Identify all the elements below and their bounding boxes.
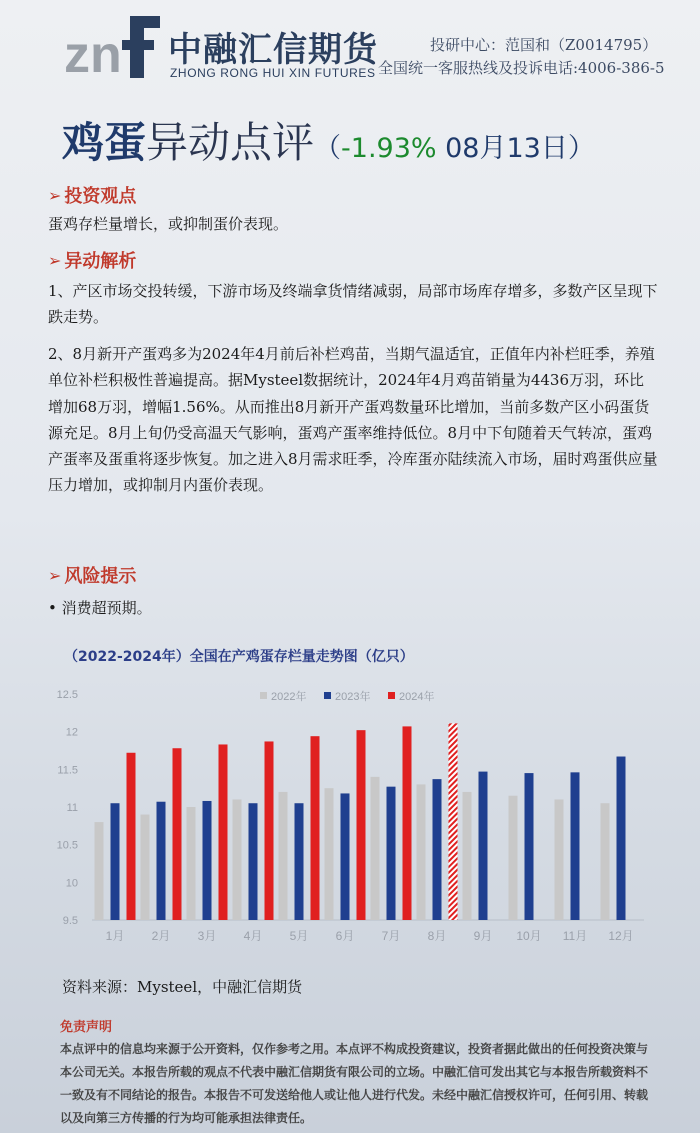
report-title <box>62 110 595 170</box>
x-tick-label: 3月 <box>197 929 217 943</box>
y-tick-label: 12.5 <box>56 689 78 701</box>
legend-swatch <box>260 692 267 699</box>
chevron-right-icon: ➢ <box>48 565 62 585</box>
y-tick-label: 10 <box>65 877 78 890</box>
section-heading-risk <box>48 562 136 588</box>
bar <box>127 753 136 920</box>
section-heading-view <box>48 182 136 208</box>
bar <box>479 772 488 920</box>
chart-title: （2022-2024年）全国在产鸡蛋存栏量走势图（亿只） <box>64 649 414 665</box>
title-change: -1.93% <box>341 133 437 164</box>
x-tick-label: 5月 <box>289 929 309 943</box>
legend-label: 2022年 <box>271 691 307 703</box>
bar <box>403 726 412 920</box>
x-tick-label: 12月 <box>608 929 634 943</box>
view-heading-text: 投资观点 <box>64 186 137 207</box>
x-tick-label: 6月 <box>335 929 355 943</box>
bar <box>341 793 350 920</box>
x-tick-label: 1月 <box>105 929 125 943</box>
legend-swatch <box>388 692 395 699</box>
hotline-contact: 全国统一客服热线及投诉电话:4006-386-5 <box>378 59 665 77</box>
bar <box>157 802 166 920</box>
bar <box>525 773 534 920</box>
title-product: 鸡蛋 <box>62 118 147 167</box>
y-tick-label: 11 <box>66 802 78 814</box>
bar <box>295 803 304 920</box>
analysis-paragraph-2: 2、8月新开产蛋鸡多为2024年4月前后补栏鸡苗，当期气温适宜，正值年内补栏旺季，养殖单位补栏积极性普遍提高。据Mysteel数据统计，2024年4月鸡苗销量为4436万羽，环比增加68万羽，增幅1.56%。从而推出8月新开产蛋鸡数量环比增加，当前多数产区小码蛋货源充足。8月上旬仍受高温天气影响，蛋鸡产蛋率维持低位。8月中下旬随着天气转凉，蛋鸡产蛋率及蛋重将逐步恢复。加之进入8月需求旺季，冷库蛋亦陆续流入市场，届时鸡蛋供应量压力增加，或抑制月内蛋价表现。 <box>48 345 658 495</box>
bar <box>433 779 442 920</box>
title-subject: 异动点评 <box>146 118 315 167</box>
x-tick-label: 9月 <box>473 929 493 943</box>
bar <box>555 799 564 920</box>
risk-item-text: 消费超预期。 <box>61 599 152 617</box>
company-logo-icon <box>62 10 162 80</box>
bar <box>571 772 580 920</box>
egg-inventory-chart <box>50 676 650 956</box>
legend-label: 2023年 <box>335 691 371 703</box>
legend-swatch <box>324 692 331 699</box>
bar <box>173 748 182 920</box>
title-paren-open: （ <box>314 133 342 164</box>
view-text: 蛋鸡存栏量增长，或抑制蛋价表现。 <box>48 215 289 233</box>
bar <box>617 757 626 920</box>
chevron-right-icon: ➢ <box>48 185 62 205</box>
bar <box>311 736 320 920</box>
x-tick-label: 4月 <box>243 929 263 943</box>
logo-english-name: ZHONG RONG HUI XIN FUTURES <box>170 66 376 80</box>
x-tick-label: 10月 <box>516 929 542 943</box>
analysis-paragraph-1: 1、产区市场交投转缓，下游市场及终端拿货情绪减弱，局部市场库存增多，多数产区呈现下跌走势。 <box>48 282 658 326</box>
bar <box>463 792 472 920</box>
disclaimer-body: 本点评中的信息均来源于公开资料，仅作参考之用。本点评不构成投资建议，投资者据此做出的任何投资决策与本公司无关。本报告所载的观点不代表中融汇信期货有限公司的立场。中融汇信可发出其它与本报告所载资料不一致及有不同结论的报告。本报告不可发送给他人或让他人进行代发。未经中融汇信授权许可，任何引用、转载以及向第三方传播的行为均可能承担法律责任。 <box>60 1042 649 1125</box>
bar <box>279 792 288 920</box>
y-tick-label: 12 <box>65 726 78 739</box>
x-tick-label: 7月 <box>381 929 401 943</box>
bar <box>449 723 458 920</box>
bar <box>233 799 242 920</box>
chevron-right-icon: ➢ <box>48 250 62 270</box>
bar <box>509 796 518 920</box>
data-source: 资料来源：Mysteel，中融汇信期货 <box>62 978 303 996</box>
bar <box>387 787 396 920</box>
bar <box>371 777 380 920</box>
x-tick-label: 8月 <box>427 929 447 943</box>
y-tick-label: 11.5 <box>57 764 78 777</box>
bar <box>95 822 104 920</box>
header <box>0 0 700 100</box>
bar <box>111 803 120 920</box>
bar <box>203 801 212 920</box>
bar <box>417 784 426 920</box>
legend-label: 2024年 <box>399 691 435 703</box>
bar <box>141 815 150 920</box>
bar <box>325 788 334 920</box>
title-paren-close: ） <box>567 133 595 164</box>
y-tick-label: 9.5 <box>62 915 78 927</box>
disclaimer-heading: 免责声明 <box>60 1020 113 1035</box>
section-heading-analysis <box>48 247 136 273</box>
bar <box>219 744 228 920</box>
logo-chinese-name: 中融汇信期货 <box>168 30 378 70</box>
bar <box>357 730 366 920</box>
bar <box>187 807 196 920</box>
risk-item <box>48 596 658 621</box>
analyst-contact: 投研中心：范国和（Z0014795） <box>430 36 658 54</box>
y-tick-label: 10.5 <box>56 839 78 852</box>
bar <box>265 741 274 920</box>
x-tick-label: 2月 <box>151 929 171 943</box>
bar <box>601 803 610 920</box>
title-date: 08月13日 <box>436 133 568 164</box>
bar <box>249 803 258 920</box>
analysis-heading-text: 异动解析 <box>64 251 137 272</box>
svg-text:zn: zn <box>64 26 122 80</box>
bullet-icon: • <box>48 599 62 617</box>
x-tick-label: 11月 <box>562 929 588 943</box>
risk-heading-text: 风险提示 <box>64 566 137 587</box>
